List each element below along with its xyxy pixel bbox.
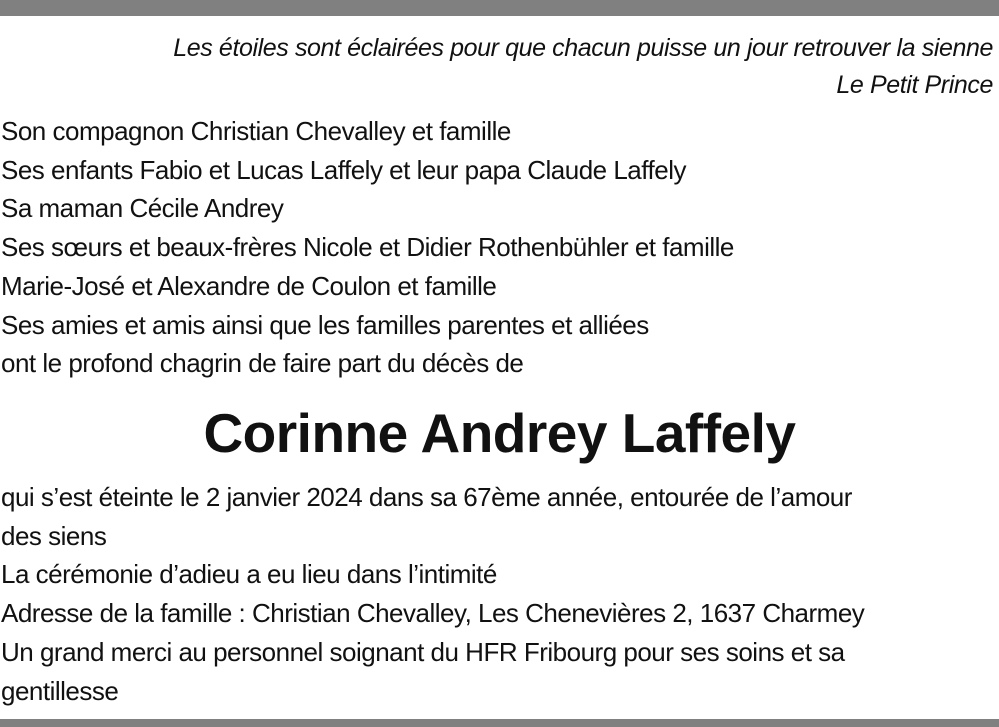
detail-line: gentillesse (1, 675, 119, 706)
family-line: Ses sœurs et beaux-frères Nicole et Didier Rothenbühler et famille (1, 232, 734, 263)
family-line: Sa maman Cécile Andrey (1, 193, 284, 224)
epigraph-author: Le Petit Prince (836, 71, 993, 99)
family-line: Ses amies et amis ainsi que les familles parentes et alliées (1, 309, 649, 340)
detail-line: Un grand merci au personnel soignant du HFR Fribourg pour ses soins et sa (1, 636, 845, 667)
family-line: ont le profond chagrin de faire part du décès de (1, 348, 524, 379)
detail-line: qui s’est éteinte le 2 janvier 2024 dans sa 67ème année, entourée de l’amour (1, 482, 852, 512)
detail-line: La cérémonie d’adieu a eu lieu dans l’intimité (1, 559, 497, 590)
deceased-name: Corinne Andrey Laffely (203, 402, 796, 464)
bottom-border-rule (0, 719, 999, 727)
family-announcement (1, 112, 991, 383)
detail-line: des siens (1, 520, 107, 551)
detail-line: Adresse de la famille : Christian Chevalley, Les Chenevières 2, 1637 Charmey (1, 598, 865, 629)
family-line: Son compagnon Christian Chevalley et famille (1, 116, 511, 146)
family-line: Ses enfants Fabio et Lucas Laffely et leur papa Claude Laffely (1, 154, 686, 185)
epigraph (13, 30, 993, 104)
top-border-rule (0, 0, 999, 16)
family-line: Marie-José et Alexandre de Coulon et famille (1, 270, 497, 301)
epigraph-quote: Les étoiles sont éclairées pour que chacun puisse un jour retrouver la sienne (173, 34, 993, 62)
obituary-details (1, 478, 997, 710)
